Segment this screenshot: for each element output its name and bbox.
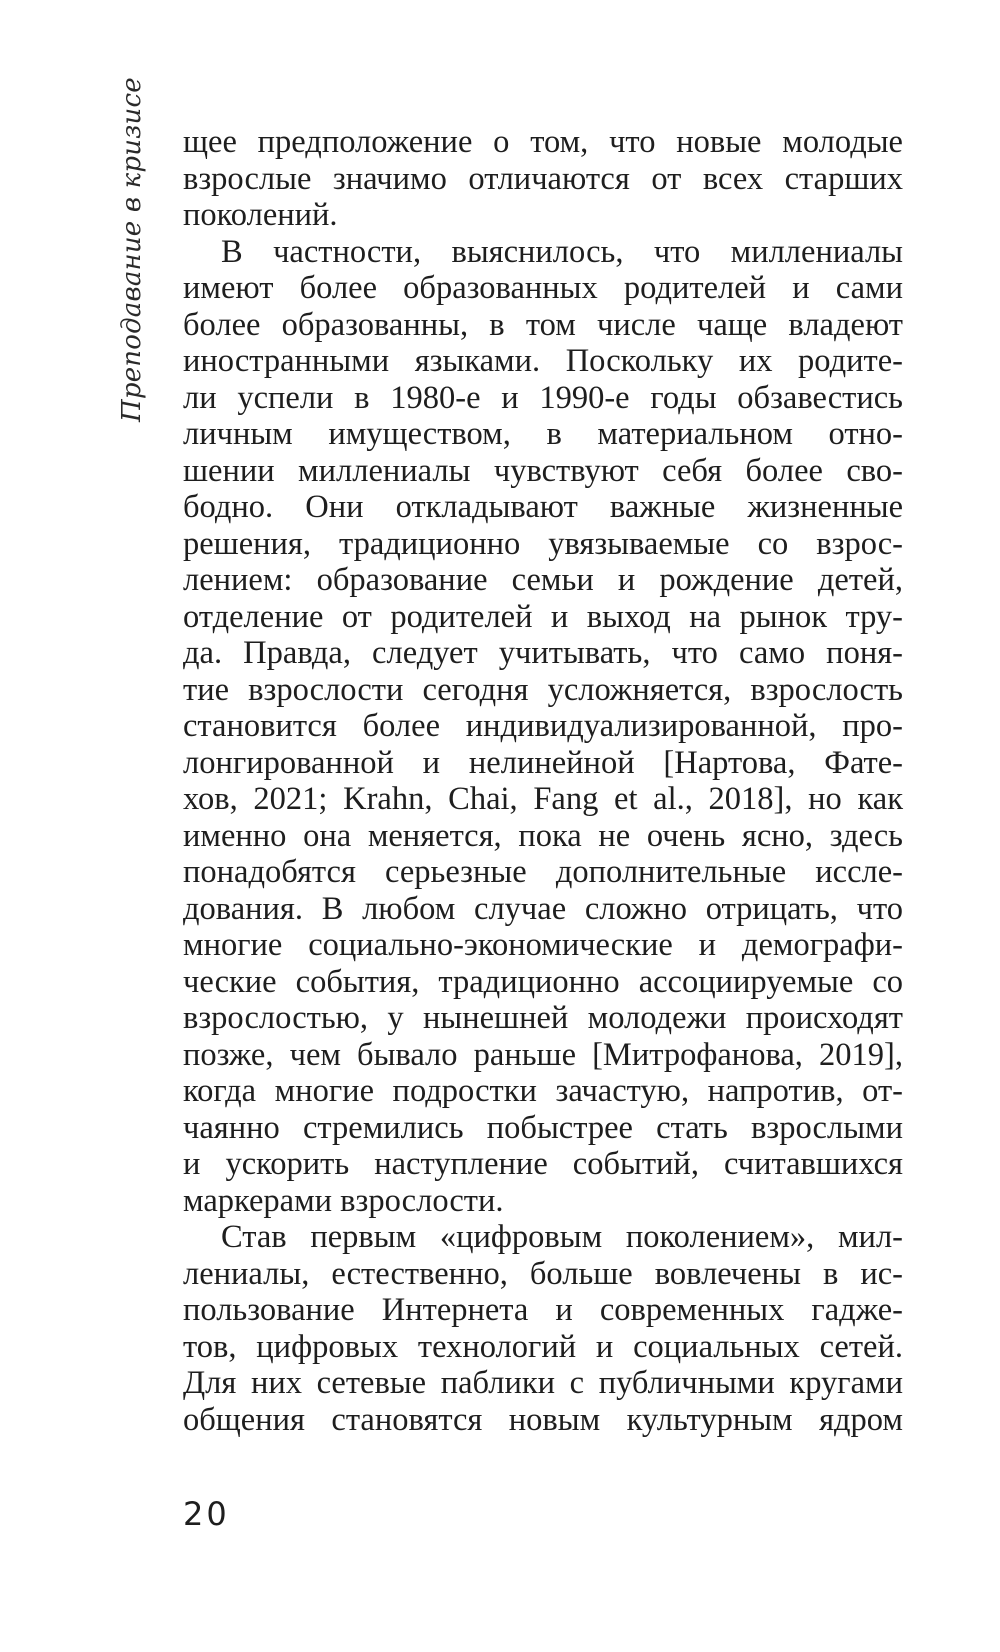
text-line: взрослостью, у нынешней молодежи происходят [183,1000,903,1036]
text-line: Став первым «цифровым поколением», мил- [221,1219,903,1255]
text-line: взрослые значимо отличаются от всех старших [183,160,903,197]
text-line: Для них сетевые паблики с публичными кругами [183,1365,903,1401]
text-line: понадобятся серьезные дополнительные иссле- [183,854,903,890]
text-line: тие взрослости сегодня усложняется, взрослость [183,671,903,708]
page-number: 20 [183,1495,230,1533]
text-line: когда многие подростки зачастую, напротив, от- [183,1073,903,1109]
text-line: чаянно стремились побыстрее стать взрослыми [183,1109,903,1146]
text-line: поколений. [183,197,338,233]
text-line: ческие события, традиционно ассоциируемые со [183,963,903,1000]
text-line: В частности, выяснилось, что миллениалы [221,233,903,270]
text-line: дования. В любом случае сложно отрицать, что [183,890,903,927]
text-line: решения, традиционно увязываемые со взрос- [183,525,903,562]
text-line: да. Правда, следует учитывать, что само поня- [183,635,903,671]
text-line: общения становятся новым культурным ядром [183,1401,903,1438]
text-line: шении миллениалы чувствуют себя более сво- [183,452,903,489]
text-line: более образованны, в том числе чаще владеют [183,306,903,343]
text-line: многие социально-экономические и демографи- [183,927,903,963]
text-line: и ускорить наступление событий, считавшихся [183,1146,903,1182]
text-line: лением: образование семьи и рождение детей, [183,562,903,598]
text-line: тов, цифровых технологий и социальных сетей. [183,1328,903,1365]
text-line: позже, чем бывало раньше [Митрофанова, 2019], [183,1036,903,1073]
text-line: маркерами взрослости. [183,1182,504,1219]
running-head: Преподавание в кризисе [117,77,147,422]
text-line: лениалы, естественно, больше вовлечены в ис- [183,1255,903,1292]
text-line: хов, 2021; Krahn, Chai, Fang et al., 2018], но как [183,781,903,817]
body-text [183,124,903,1438]
text-line: пользование Интернета и современных гадже- [183,1292,903,1328]
text-line: щее предположение о том, что новые молодые [183,124,903,160]
text-line: имеют более образованных родителей и сами [183,270,903,306]
text-line: иностранными языками. Поскольку их родите- [183,343,903,379]
text-line: личным имуществом, в материальном отно- [183,416,903,452]
text-line: становится более индивидуализированной, про- [183,708,903,744]
text-line: ли успели в 1980-е и 1990-е годы обзавестись [183,379,903,416]
text-line: отделение от родителей и выход на рынок тру- [183,598,903,635]
text-line: бодно. Они откладывают важные жизненные [183,489,903,525]
text-line: именно она меняется, пока не очень ясно, здесь [183,817,903,854]
text-line: лонгированной и нелинейной [Нартова, Фате- [183,744,903,781]
